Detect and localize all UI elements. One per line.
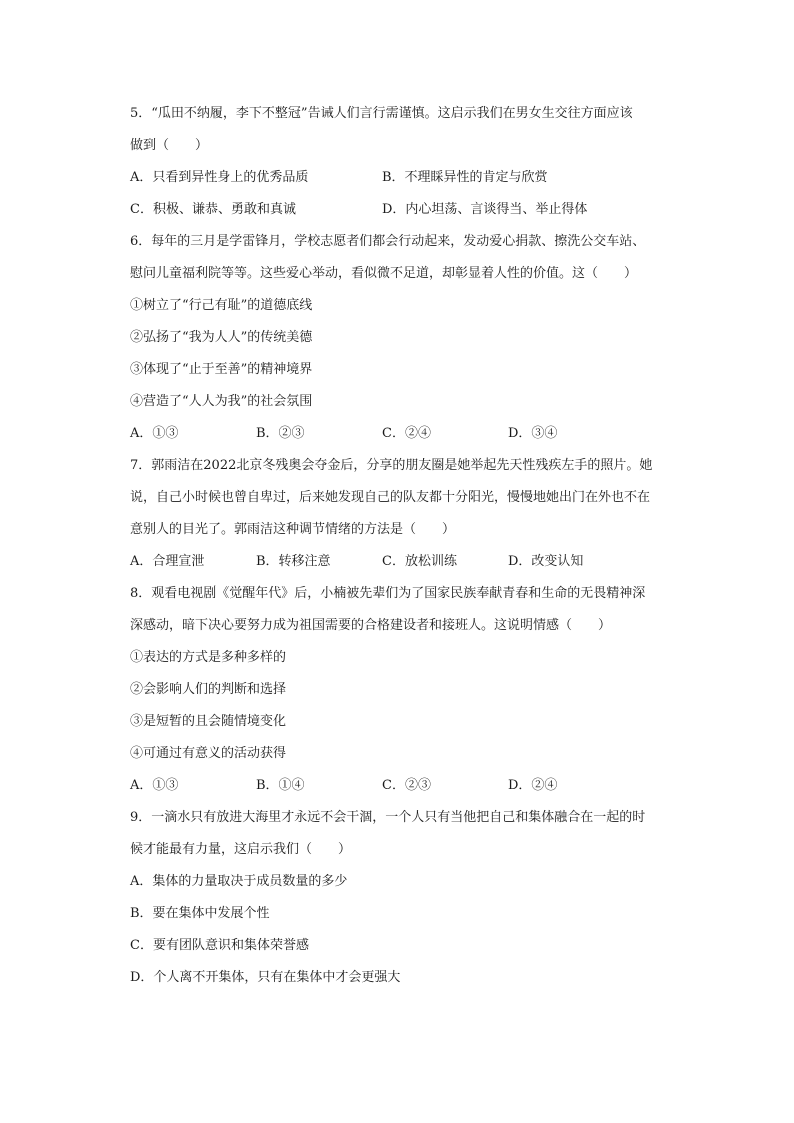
option-d: D．内心坦荡、言谈得当、举止得体 [382,202,588,217]
option-b: B．转移注意 [256,554,331,569]
statement-1: ①树立了“行己有耻”的道德底线 [130,298,313,313]
option-b: B．要在集体中发展个性 [130,906,270,921]
statement-3: ③体现了“止于至善”的精神境界 [130,362,313,377]
question-8-stem [130,578,690,642]
option-c: C．放松训练 [382,554,457,569]
statement-2: ②弘扬了“我为人人”的传统美德 [130,330,313,345]
option-c: C．要有团队意识和集体荣誉感 [130,938,309,953]
question-6-options [130,418,690,450]
question-9-stem [130,802,690,866]
option-d: D．②④ [508,778,558,793]
statement-3: ③是短暂的且会随情境变化 [130,714,287,729]
option-b: B．②③ [256,426,305,441]
option-b: B．①④ [256,778,305,793]
question-stem-line: 6．每年的三月是学雷锋月，学校志愿者们都会行动起来，发动爱心捐款、擦洗公交车站、 [130,234,646,249]
option-d: D．改变认知 [508,554,584,569]
question-stem-line: 9．一滴水只有放进大海里才永远不会干涸，一个人只有当他把自己和集体融合在一起的时 [130,810,646,825]
question-stem-line: 慰问儿童福利院等等。这些爱心举动，看似微不足道，却彰显着人性的价值。这（ ） [130,266,638,281]
question-6-stem [130,226,690,290]
question-stem-line: 5．“瓜田不纳履，李下不整冠”告诫人们言行需谨慎。这启示我们在男女生交往方面应该 [130,106,633,121]
statement-1: ①表达的方式是多种多样的 [130,650,287,665]
statement-2: ②会影响人们的判断和选择 [130,682,287,697]
question-7-stem [130,450,690,546]
question-stem-line: 深感动，暗下决心要努力成为祖国需要的合格建设者和接班人。这说明情感（ ） [130,618,612,633]
statement-4: ④营造了“人人为我”的社会氛围 [130,394,313,409]
option-a: A．①③ [130,426,179,441]
option-a: A．合理宣泄 [130,554,205,569]
question-5-options-row-2 [130,194,690,226]
question-5-stem [130,98,690,162]
option-b: B．不理睬异性的肯定与欣赏 [382,170,548,185]
question-stem-line: 做到（ ） [130,138,209,153]
statement-4: ④可通过有意义的活动获得 [130,746,287,761]
option-d: D．③④ [508,426,558,441]
question-stem-line: 8．观看电视剧《觉醒年代》后，小楠被先辈们为了国家民族奉献青春和生命的无畏精神深 [130,586,646,601]
option-c: C．积极、谦恭、勇敢和真诚 [130,202,296,217]
question-stem-line: 意别人的目光了。郭雨洁这种调节情绪的方法是（ ） [130,522,456,537]
question-8-options [130,770,690,802]
question-stem-line: 7．郭雨洁在2022北京冬残奥会夺金后，分享的朋友圈是她举起先天性残疾左手的照片。她 [130,458,653,473]
option-c: C．②④ [382,426,431,441]
question-stem-line: 候才能最有力量，这启示我们（ ） [130,842,352,857]
option-a: A．①③ [130,778,179,793]
question-7-options [130,546,690,578]
question-5-options-row-1 [130,162,690,194]
option-a: A．集体的力量取决于成员数量的多少 [130,874,348,889]
option-d: D．个人离不开集体，只有在集体中才会更强大 [130,970,401,985]
option-c: C．②③ [382,778,431,793]
option-a: A．只看到异性身上的优秀品质 [130,170,309,185]
question-stem-line: 说，自己小时候也曾自卑过，后来她发现自己的队友都十分阳光，慢慢地她出门在外也不在 [130,490,651,505]
